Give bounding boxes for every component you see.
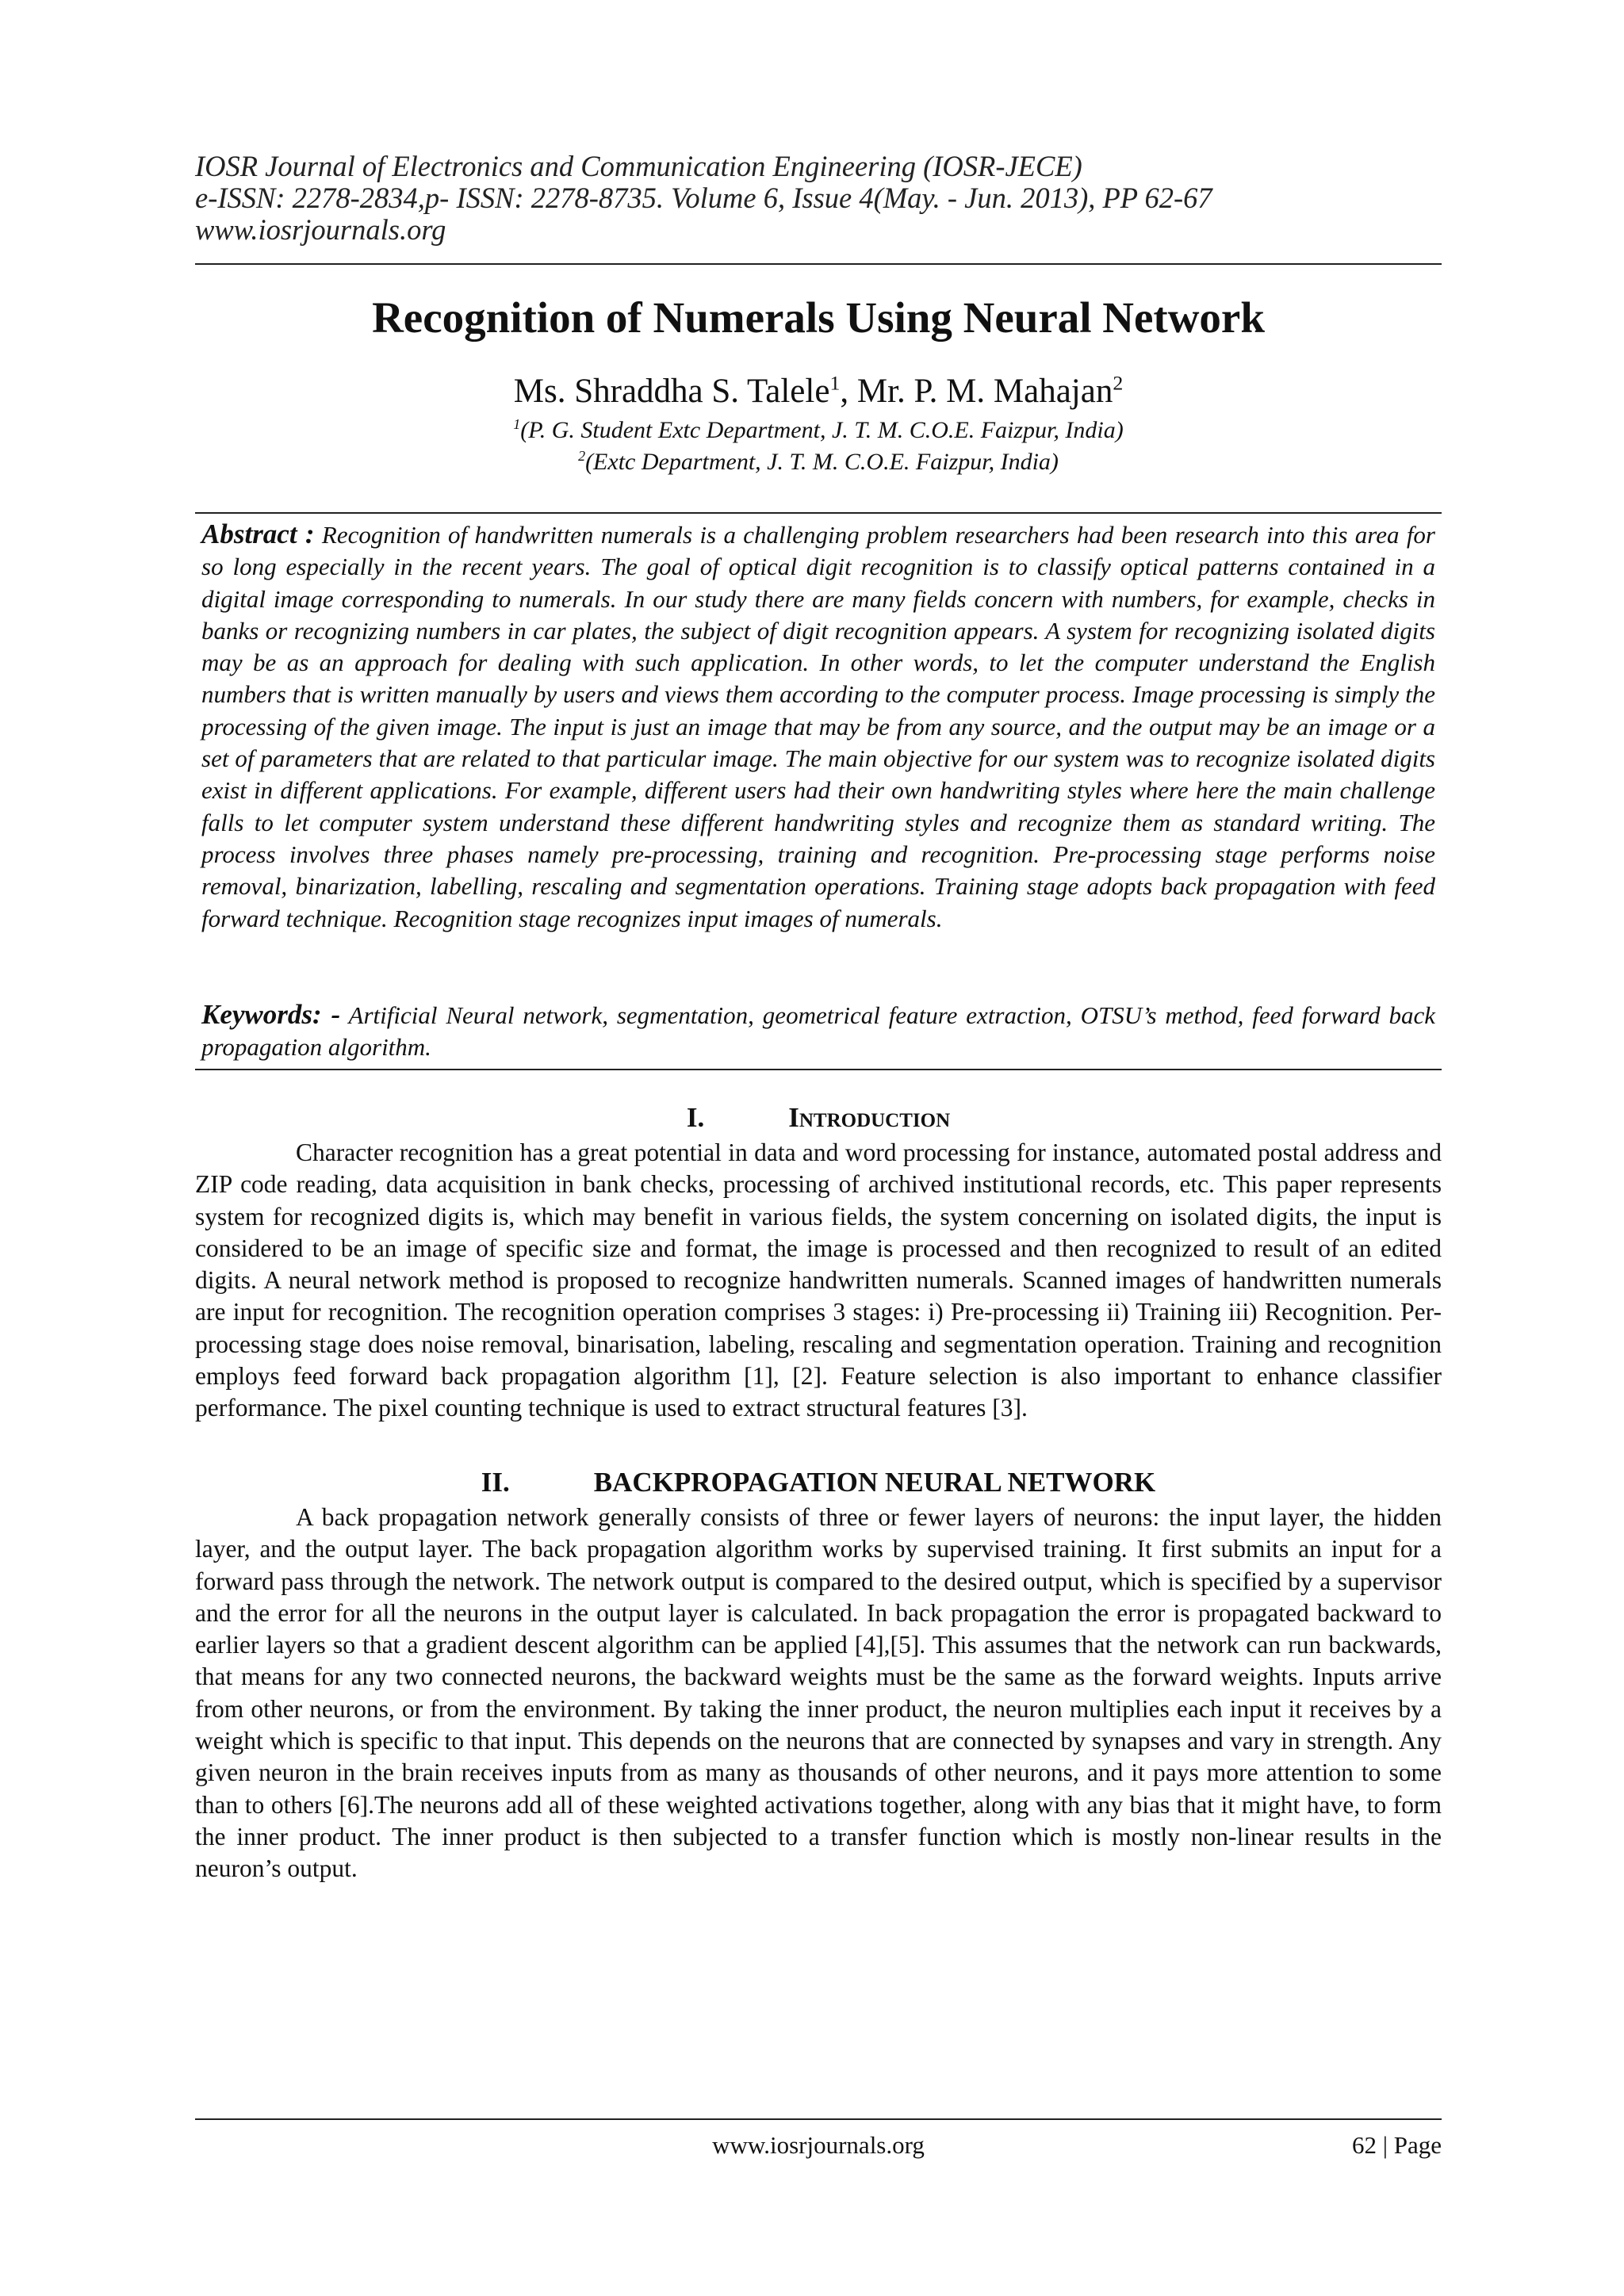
author-line (195, 371, 1442, 412)
author-1: Ms. Shraddha S. Talele (513, 373, 830, 410)
section-2-title: BACKPROPAGATION NEURAL NETWORK (593, 1467, 1156, 1498)
section-heading-2 (195, 1465, 1442, 1500)
footer-page-number: 62 | Page (1352, 2131, 1442, 2159)
author-separator: , (840, 373, 857, 410)
keywords-text: Artificial Neural network, segmentation, geometrical feature extraction, OTSU’s method, feed forward back propagation algorithm. (201, 1001, 1435, 1062)
abstract-text: Recognition of handwritten numerals is a challenging problem researchers had been research into this area for so long especially in the recent years. The goal of optical digit recognition is to classify optical patterns contained in a digital image corresponding to numerals. In our study there are many fields concern with numbers, for example, checks in banks or recognizing numbers in car plates, the subject of digit recognition appears. A system for recognizing isolated digits may be as an approach for dealing with such application. In other words, to let the computer understand the English numbers that is written manually by users and views them according to the computer process. Image processing is simply the processing of the given image. The input is just an image that may be from any source, and the output may be an image or a set of parameters that are related to that particular image. The main objective for our system was to recognize isolated digits exist in different applications. For example, different users had their own handwriting styles where here the main challenge falls to let computer system understand these different handwriting styles and recognize them as standard writing. The process involves three phases namely pre-processing, training and recognition. Pre-processing stage performs noise removal, binarization, labelling, rescaling and segmentation operations. Training stage adopts back propagation with feed forward technique. Recognition stage recognizes input images of numerals. (201, 521, 1435, 932)
section-1-body: Character recognition has a great potential in data and word processing for instance, automated postal address and ZIP code reading, data acquisition in bank checks, processing of archived institutional records, etc. This paper represents system for recognized digits is, which may benefit in various fields, the system concerning on isolated digits, the input is considered to be an image of specific size and format, the image is processed and then recognized to result of an edited digits. A neural network method is proposed to recognize handwritten numerals. Scanned images of handwritten numerals are input for recognition. The recognition operation comprises 3 stages: i) Pre-processing ii) Training iii) Recognition. Per-processing stage does noise removal, binarisation, labeling, rescaling and segmentation operation. Training and recognition employs feed forward back propagation algorithm [1], [2]. Feature selection is also important to enhance classifier performance. The pixel counting technique is used to extract structural features [3]. (195, 1138, 1442, 1422)
author-2: Mr. P. M. Mahajan (856, 373, 1113, 410)
section-1-title: Introduction (788, 1102, 951, 1133)
author-1-sup: 1 (829, 371, 841, 395)
section-1-number: I. (686, 1102, 705, 1133)
keywords-label: Keywords: - (201, 999, 341, 1030)
keywords (201, 999, 1435, 1064)
section-heading-1 (195, 1100, 1442, 1135)
journal-header (195, 151, 1442, 246)
affiliation-1 (195, 415, 1442, 446)
header-divider (195, 263, 1442, 265)
affiliation-1-text: (P. G. Student Extc Department, J. T. M. C.O.E. Faizpur, India) (520, 417, 1124, 443)
abstract-label: Abstract : (201, 519, 315, 549)
journal-name: IOSR Journal of Electronics and Communication Engineering (IOSR-JECE) (195, 150, 1082, 182)
footer-divider (195, 2118, 1442, 2120)
footer-website: www.iosrjournals.org (712, 2131, 925, 2159)
section-2-number: II. (481, 1467, 510, 1498)
journal-website: www.iosrjournals.org (195, 213, 446, 246)
paper-title: Recognition of Numerals Using Neural Network (372, 293, 1265, 342)
affiliation-2 (195, 447, 1442, 477)
section-2-body: A back propagation network generally consists of three or fewer layers of neurons: the input layer, the hidden layer, and the output layer. The back propagation algorithm works by supervised training. It first submits an input for a forward pass through the network. The network output is compared to the desired output, which is specified by a supervisor and the error for all the neurons in the output layer is calculated. In back propagation the error is propagated backward to earlier layers so that a gradient descent algorithm can be applied [4],[5]. This assumes that the network can run backwards, that means for any two connected neurons, the backward weights must be the same as the forward weights. Inputs arrive from other neurons, or from the environment. By taking the inner product, the neuron multiplies each input it receives by a weight which is specific to that input. This depends on the neurons that are connected by synapses and vary in strength. Any given neuron in the brain receives inputs from as many as thousands of other neurons, and it pays more attention to some than to others [6].The neurons add all of these weighted activations together, along with any bias that it might have, to form the inner product. The inner product is then subjected to a transfer function which is mostly non-linear results in the neuron’s output. (195, 1503, 1442, 1883)
abstract (201, 519, 1435, 935)
author-2-sup: 2 (1113, 371, 1124, 395)
affiliation-2-text: (Extc Department, J. T. M. C.O.E. Faizpur, India) (585, 449, 1059, 475)
affiliation-2-sup: 2 (578, 448, 586, 464)
issn-line: e-ISSN: 2278-2834,p- ISSN: 2278-8735. Volume 6, Issue 4(May. - Jun. 2013), PP 62-67 (195, 182, 1212, 214)
affiliation-1-sup: 1 (513, 416, 521, 432)
